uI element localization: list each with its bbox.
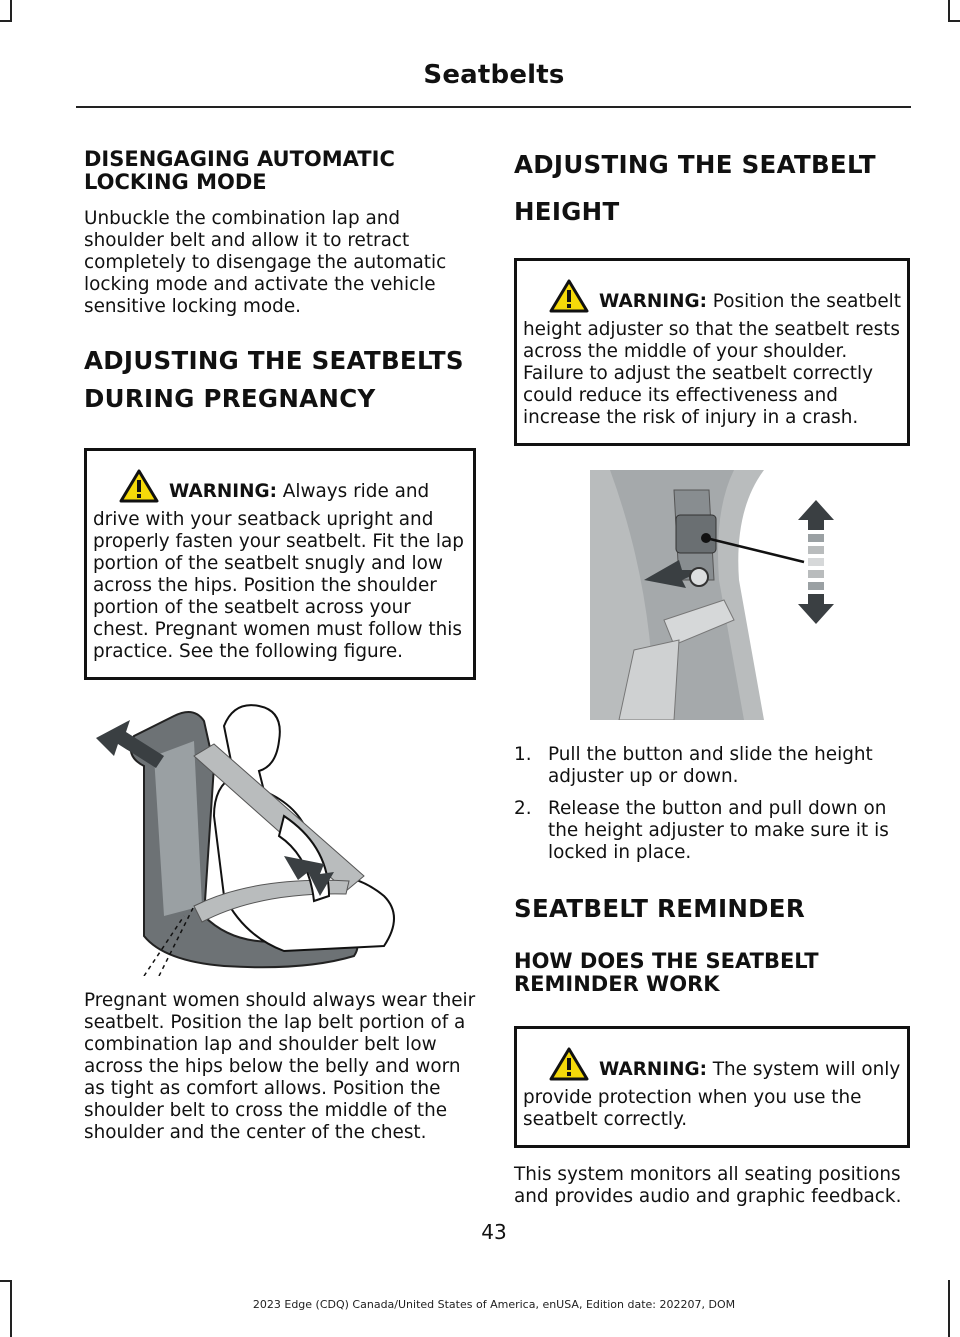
right-column — [514, 146, 906, 1208]
reminder-heading: SEATBELT REMINDER — [514, 894, 806, 923]
edition-footer: 2023 Edge (CDQ) Canada/United States of America, enUSA, Edition date: 202207, DOM — [252, 1298, 736, 1311]
header-divider — [76, 106, 911, 108]
height-warning-box — [514, 258, 910, 446]
height-adjuster-figure — [514, 470, 906, 720]
disengage-body: Unbuckle the combination lap and shoulder belt and allow it to retract completely to disengage the automatic locking mode and activate the vehicle sensitive locking mode. — [84, 208, 447, 317]
left-column — [84, 148, 474, 1144]
crop-mark — [0, 20, 12, 22]
warning-label: WARNING: — [599, 291, 707, 312]
pregnancy-heading-line2: DURING PREGNANCY — [84, 384, 376, 413]
step-number: 1. — [514, 744, 532, 765]
page-title: Seatbelts — [423, 60, 565, 90]
reminder-warning-text: The system will only provide protection when you use the seatbelt correctly. — [523, 1059, 901, 1130]
crop-mark — [10, 0, 12, 22]
list-item — [514, 798, 906, 864]
reminder-warning-box — [514, 1026, 910, 1148]
step-text: Release the button and pull down on the height adjuster to make sure it is locked in place. — [548, 798, 889, 863]
pregnancy-heading — [84, 342, 474, 418]
height-heading — [514, 146, 906, 240]
pregnancy-figure — [84, 696, 474, 976]
pregnancy-warning-box — [84, 448, 476, 680]
step-number: 2. — [514, 798, 532, 819]
page-number: 43 — [481, 1220, 507, 1244]
warning-icon — [549, 1047, 589, 1087]
pregnancy-body: Pregnant women should always wear their seatbelt. Position the lap belt portion of a combination lap and shoulder belt low across the hips below the belly and worn as tight as comfort allows. Position the shoulder belt to cross the middle of the shoulder and the center of the chest. — [84, 990, 476, 1143]
height-heading-line1: ADJUSTING THE SEATBELT — [514, 150, 876, 179]
disengage-heading: DISENGAGING AUTOMATIC LOCKING MODE — [84, 147, 395, 194]
adjust-steps-list — [514, 744, 906, 864]
list-item — [514, 744, 906, 788]
warning-label: WARNING: — [599, 1059, 707, 1080]
pregnant-woman-seatbelt-illustration — [84, 696, 474, 976]
seatbelt-height-adjuster-illustration — [514, 470, 906, 720]
height-warning-text: Position the seatbelt height adjuster so that the seatbelt rests across the middle of your shoulder. Failure to adjust the seatbelt correctly could reduce its effectiveness and increase the risk of injury in a crash. — [523, 291, 901, 428]
crop-mark — [0, 1280, 12, 1282]
height-heading-line2: HEIGHT — [514, 197, 620, 226]
step-text: Pull the button and slide the height adjuster up or down. — [548, 744, 873, 787]
pregnancy-heading-line1: ADJUSTING THE SEATBELTS — [84, 346, 464, 375]
how-heading: HOW DOES THE SEATBELT REMINDER WORK — [514, 949, 819, 996]
warning-icon — [119, 469, 159, 509]
pregnancy-warning-text: Always ride and drive with your seatback upright and properly fasten your seatbelt. Fit the lap portion of the seatbelt snugly and low across the hips. Position the shoulder portion of the seatbelt across your chest. Pregnant women must follow this practice. See the following figure. — [93, 481, 464, 662]
reminder-body: This system monitors all seating positions and provides audio and graphic feedback. — [514, 1164, 902, 1207]
crop-mark — [948, 20, 960, 22]
warning-icon — [549, 279, 589, 319]
warning-label: WARNING: — [169, 481, 277, 502]
crop-mark — [948, 0, 950, 22]
